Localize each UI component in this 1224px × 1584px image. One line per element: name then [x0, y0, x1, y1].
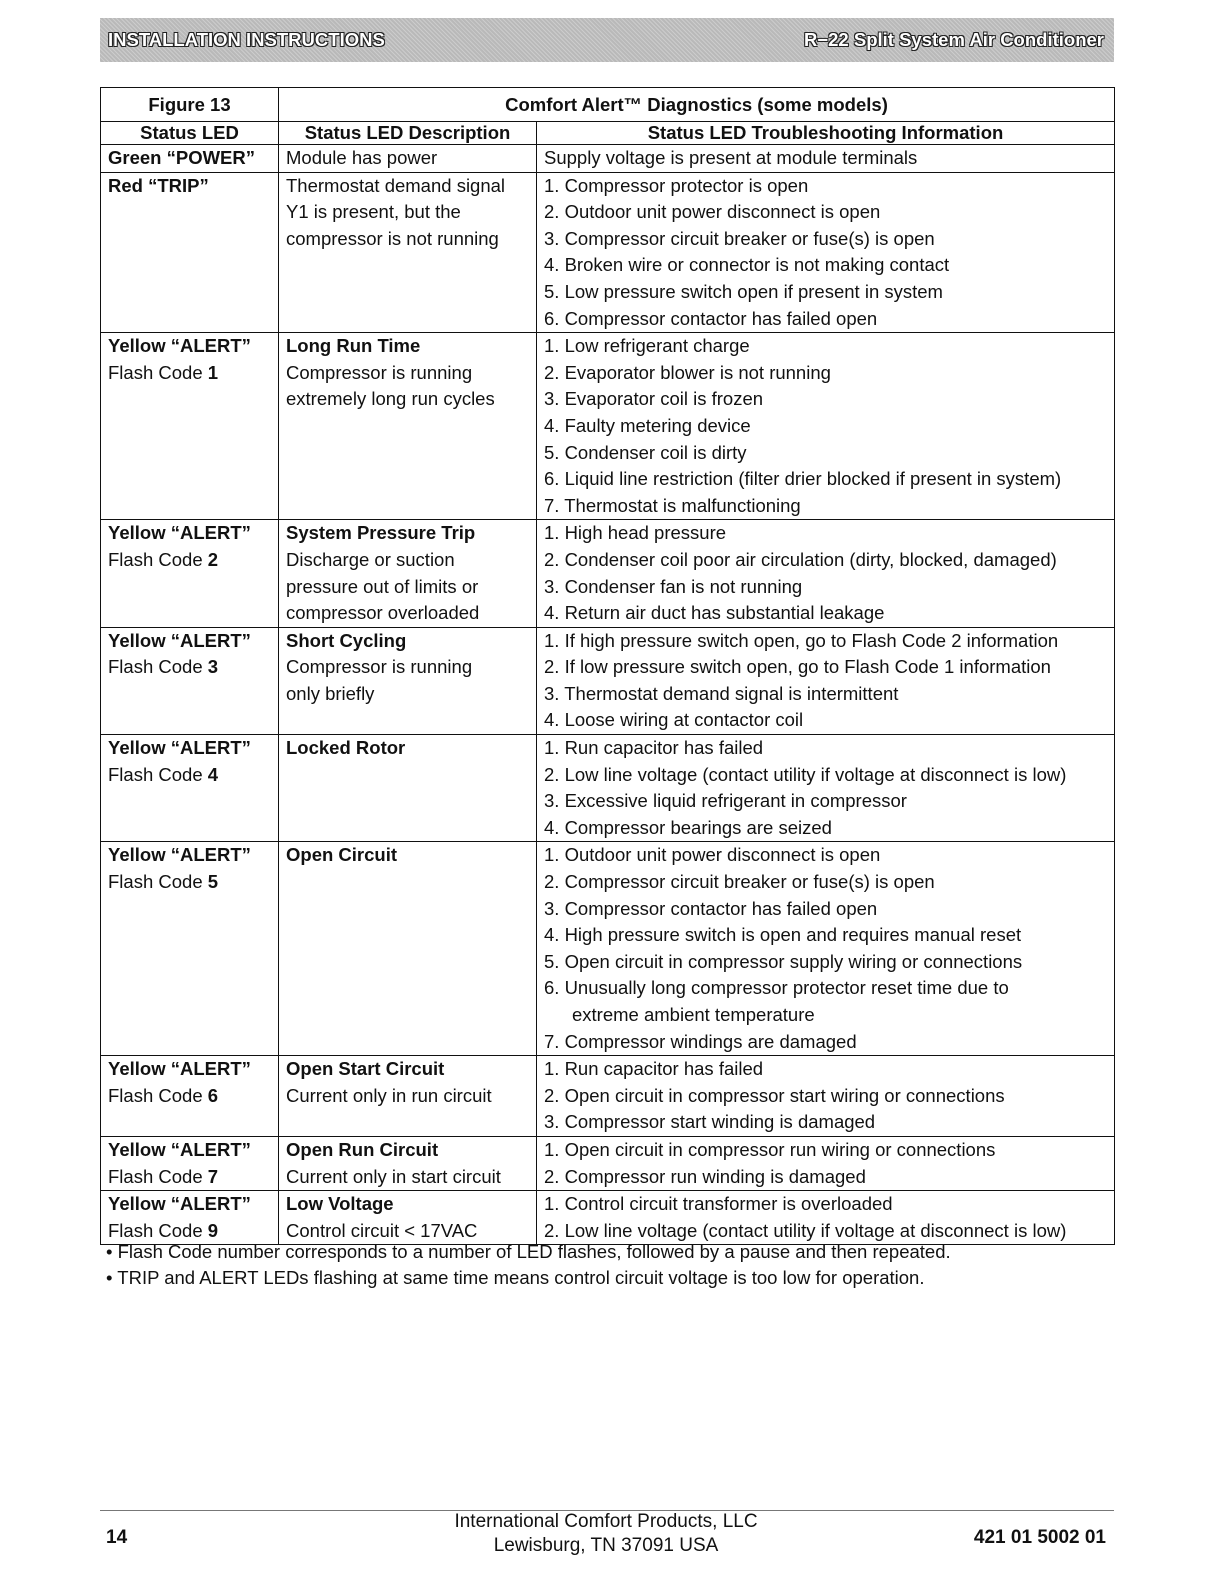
status-led-name: Yellow “ALERT”: [108, 1138, 251, 1160]
troubleshooting-item: 1. Compressor protector is open: [544, 174, 809, 196]
status-led-name: Red “TRIP”: [108, 174, 209, 196]
description-line: Module has power: [286, 147, 438, 168]
footer-publisher: [400, 1510, 812, 1558]
troubleshooting-item: 4. Faulty metering device: [544, 414, 751, 436]
flash-code-label: Flash Code: [108, 871, 208, 893]
troubleshooting-cell: [537, 735, 1115, 842]
description-title: System Pressure Trip: [286, 522, 476, 544]
flash-code-label: Flash Code: [108, 361, 208, 383]
status-description-cell: [279, 842, 537, 1056]
description-title: Short Cycling: [286, 629, 407, 651]
page-number: 14: [106, 1527, 128, 1548]
troubleshooting-item: 3. Thermostat demand signal is intermittent: [544, 682, 899, 704]
flash-code-number: 1: [207, 361, 219, 383]
status-led-name: Yellow “ALERT”: [108, 629, 251, 651]
troubleshooting-item: 1. If high pressure switch open, go to Flash Code 2 information: [544, 629, 1059, 651]
flash-code-number: 3: [207, 656, 219, 678]
troubleshooting-item: 4. Compressor bearings are seized: [544, 816, 832, 838]
troubleshooting-item: 1. Low refrigerant charge: [544, 335, 750, 357]
table-row: [101, 145, 1115, 173]
description-line: Compressor is running: [286, 656, 473, 678]
status-led-cell: [101, 333, 279, 520]
figure-label: Figure 13: [101, 88, 279, 122]
header-bar: [100, 18, 1114, 62]
status-led-cell: [101, 1191, 279, 1245]
troubleshooting-item: Supply voltage is present at module terminals: [544, 147, 918, 168]
status-description-cell: [279, 735, 537, 842]
troubleshooting-item: 4. Return air duct has substantial leakage: [544, 602, 885, 624]
description-title: Open Start Circuit: [286, 1058, 445, 1080]
table-row: [101, 333, 1115, 520]
troubleshooting-item: 1. Run capacitor has failed: [544, 737, 764, 759]
description-title: Low Voltage: [286, 1193, 394, 1215]
flash-code-line: [108, 1164, 271, 1191]
table-row: [101, 520, 1115, 627]
flash-code-line: [108, 547, 271, 574]
status-description-cell: [279, 333, 537, 520]
troubleshooting-item: 2. Low line voltage (contact utility if voltage at disconnect is low): [544, 1219, 1067, 1241]
column-header-led: Status LED: [101, 122, 279, 145]
flash-code-number: 2: [207, 548, 219, 570]
troubleshooting-item: 6. Liquid line restriction (filter drier blocked if present in system): [544, 468, 1062, 490]
table-row: [101, 735, 1115, 842]
table-row: [101, 1136, 1115, 1190]
status-led-cell: [101, 1136, 279, 1190]
status-description-cell: [279, 1191, 537, 1245]
description-line: only briefly: [286, 682, 375, 704]
description-line: Discharge or suction: [286, 548, 455, 570]
troubleshooting-item: 3. Condenser fan is not running: [544, 575, 803, 597]
status-description-cell: [279, 172, 537, 333]
troubleshooting-item: 6. Unusually long compressor protector reset time due to: [544, 977, 1009, 999]
flash-code-label: Flash Code: [108, 1084, 208, 1106]
troubleshooting-cell: [537, 842, 1115, 1056]
column-header-troubleshooting: Status LED Troubleshooting Information: [537, 122, 1115, 145]
flash-code-number: 7: [207, 1165, 219, 1187]
troubleshooting-cell: [537, 1191, 1115, 1245]
troubleshooting-item: 2. Outdoor unit power disconnect is open: [544, 201, 881, 223]
troubleshooting-cell: [537, 172, 1115, 333]
flash-code-number: 9: [207, 1219, 219, 1241]
flash-code-number: 6: [207, 1084, 219, 1106]
table-row: [101, 1191, 1115, 1245]
status-description-cell: [279, 1056, 537, 1137]
table-body: [101, 145, 1115, 1245]
diagnostics-table: [100, 87, 1115, 1245]
troubleshooting-item: 2. Open circuit in compressor start wiring or connections: [544, 1084, 1005, 1106]
troubleshooting-item: 2. Low line voltage (contact utility if voltage at disconnect is low): [544, 763, 1067, 785]
description-line: pressure out of limits or: [286, 575, 479, 597]
flash-code-label: Flash Code: [108, 548, 208, 570]
troubleshooting-cell: [537, 1056, 1115, 1137]
troubleshooting-cell: [537, 333, 1115, 520]
troubleshooting-item: 5. Open circuit in compressor supply wiring or connections: [544, 950, 1023, 972]
status-led-cell: [101, 172, 279, 333]
troubleshooting-cell: [537, 520, 1115, 627]
table-row: [101, 1056, 1115, 1137]
flash-code-number: 5: [207, 871, 219, 893]
status-led-cell: [101, 735, 279, 842]
description-line: Control circuit < 17VAC: [286, 1219, 478, 1241]
column-header-description: Status LED Description: [279, 122, 537, 145]
troubleshooting-item: 1. Run capacitor has failed: [544, 1058, 764, 1080]
description-line: Thermostat demand signal: [286, 174, 506, 196]
status-led-cell: [101, 1056, 279, 1137]
figure-title-row: [101, 88, 1115, 122]
troubleshooting-cell: [537, 1136, 1115, 1190]
description-title: Long Run Time: [286, 335, 421, 357]
flash-code-line: [108, 762, 271, 789]
status-led-name: Yellow “ALERT”: [108, 1058, 251, 1080]
footer-company: International Comfort Products, LLC: [454, 1511, 758, 1532]
description-line: Compressor is running: [286, 361, 473, 383]
troubleshooting-item: 4. Broken wire or connector is not making contact: [544, 254, 950, 276]
diagnostics-table-wrap: [100, 87, 1115, 1245]
troubleshooting-item: 1. Control circuit transformer is overloaded: [544, 1193, 893, 1215]
troubleshooting-item: 4. Loose wiring at contactor coil: [544, 709, 804, 731]
status-led-name: Yellow “ALERT”: [108, 335, 251, 357]
troubleshooting-item: 2. Compressor run winding is damaged: [544, 1165, 866, 1187]
status-led-cell: [101, 145, 279, 173]
troubleshooting-item: 1. High head pressure: [544, 522, 727, 544]
flash-code-label: Flash Code: [108, 1219, 208, 1241]
troubleshooting-item: 7. Thermostat is malfunctioning: [544, 494, 801, 516]
table-title: Comfort Alert™ Diagnostics (some models): [279, 88, 1115, 122]
footnotes: [106, 1239, 951, 1291]
troubleshooting-item: 4. High pressure switch is open and requires manual reset: [544, 924, 1022, 946]
status-led-name: Yellow “ALERT”: [108, 844, 251, 866]
status-led-name: Yellow “ALERT”: [108, 737, 251, 759]
status-led-cell: [101, 627, 279, 734]
troubleshooting-item: 1. Outdoor unit power disconnect is open: [544, 844, 881, 866]
header-left-title: INSTALLATION INSTRUCTIONS: [108, 29, 385, 50]
footnote: • Flash Code number corresponds to a number of LED flashes, followed by a pause and then repeated.: [106, 1241, 951, 1262]
flash-code-label: Flash Code: [108, 656, 208, 678]
troubleshooting-item: 3. Compressor start winding is damaged: [544, 1111, 876, 1133]
flash-code-line: [108, 869, 271, 896]
footnote: • TRIP and ALERT LEDs flashing at same time means control circuit voltage is too low for operation.: [106, 1267, 925, 1288]
description-title: Open Circuit: [286, 844, 398, 866]
table-row: [101, 842, 1115, 1056]
status-led-cell: [101, 842, 279, 1056]
header-right-title: R−22 Split System Air Conditioner: [803, 29, 1104, 50]
column-header-row: [101, 122, 1115, 145]
status-led-name: Yellow “ALERT”: [108, 1193, 251, 1215]
troubleshooting-cell: [537, 145, 1115, 173]
status-led-name: Green “POWER”: [108, 147, 255, 168]
flash-code-line: [108, 654, 271, 681]
troubleshooting-cell: [537, 627, 1115, 734]
description-line: Y1 is present, but the: [286, 201, 461, 223]
troubleshooting-item: 3. Compressor contactor has failed open: [544, 897, 878, 919]
troubleshooting-item: 2. Condenser coil poor air circulation (dirty, blocked, damaged): [544, 548, 1057, 570]
troubleshooting-item: 2. Compressor circuit breaker or fuse(s) is open: [544, 871, 935, 893]
description-line: compressor is not running: [286, 227, 499, 249]
flash-code-line: [108, 360, 271, 387]
troubleshooting-item: 1. Open circuit in compressor run wiring or connections: [544, 1138, 996, 1160]
flash-code-line: [108, 1083, 271, 1110]
table-row: [101, 172, 1115, 333]
status-led-name: Yellow “ALERT”: [108, 522, 251, 544]
troubleshooting-item: 2. If low pressure switch open, go to Flash Code 1 information: [544, 656, 1051, 678]
status-description-cell: [279, 1136, 537, 1190]
status-description-cell: [279, 145, 537, 173]
description-line: extremely long run cycles: [286, 388, 495, 410]
status-description-cell: [279, 520, 537, 627]
troubleshooting-item: extreme ambient temperature: [572, 1004, 815, 1025]
troubleshooting-item: 3. Compressor circuit breaker or fuse(s) is open: [544, 227, 935, 249]
description-title: Open Run Circuit: [286, 1138, 439, 1160]
troubleshooting-item: 6. Compressor contactor has failed open: [544, 307, 878, 329]
status-led-cell: [101, 520, 279, 627]
flash-code-label: Flash Code: [108, 763, 208, 785]
troubleshooting-item: 5. Condenser coil is dirty: [544, 441, 747, 463]
troubleshooting-item: 3. Evaporator coil is frozen: [544, 388, 764, 410]
description-title: Locked Rotor: [286, 737, 406, 759]
description-line: Current only in run circuit: [286, 1084, 492, 1106]
troubleshooting-item: 7. Compressor windings are damaged: [544, 1030, 857, 1052]
footer-address: Lewisburg, TN 37091 USA: [493, 1535, 719, 1556]
description-line: compressor overloaded: [286, 602, 480, 624]
status-description-cell: [279, 627, 537, 734]
troubleshooting-item: 3. Excessive liquid refrigerant in compressor: [544, 790, 907, 812]
document-number: 421 01 5002 01: [973, 1527, 1106, 1548]
table-row: [101, 627, 1115, 734]
troubleshooting-item: 5. Low pressure switch open if present in system: [544, 280, 943, 302]
description-line: Current only in start circuit: [286, 1165, 501, 1187]
troubleshooting-item: 2. Evaporator blower is not running: [544, 361, 831, 383]
flash-code-label: Flash Code: [108, 1165, 208, 1187]
flash-code-number: 4: [207, 763, 219, 785]
